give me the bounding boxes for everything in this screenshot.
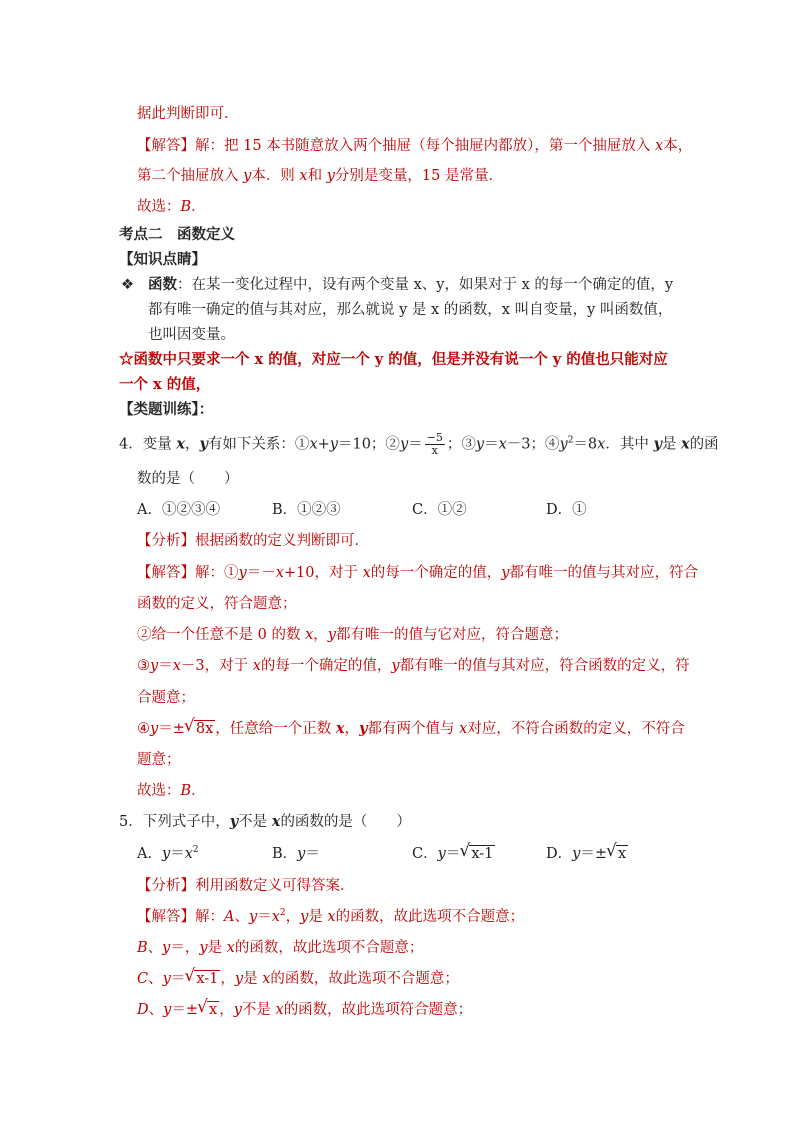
- text: ；③: [446, 436, 476, 453]
- var: y: [161, 846, 171, 862]
- var: y: [475, 436, 485, 453]
- text: D．①: [546, 502, 587, 518]
- text: 的每一个确定的值，: [370, 565, 502, 581]
- text: ＝: [484, 436, 499, 453]
- var: x: [226, 940, 235, 956]
- var: x: [498, 436, 507, 453]
- text: 都有唯一的值与其对应，符合: [509, 565, 698, 581]
- text: ＝±: [580, 846, 607, 862]
- radicand: 8x: [195, 721, 214, 737]
- radicand: x-1: [471, 846, 494, 862]
- var: x: [275, 565, 284, 581]
- option-d: [546, 844, 628, 864]
- text: 是: [243, 971, 263, 987]
- text: +: [317, 436, 330, 453]
- option-a: [137, 500, 220, 520]
- section-title: [119, 225, 235, 245]
- text: ，: [220, 971, 235, 987]
- text: 分别是变量，15 是常量．: [334, 168, 503, 184]
- var: y: [572, 846, 581, 862]
- var: B: [137, 940, 148, 956]
- text: 题意；: [137, 752, 181, 768]
- text: B．①②③: [272, 502, 341, 518]
- var: y: [229, 813, 239, 830]
- text: ＝: [170, 846, 185, 862]
- text: 合题意；: [137, 690, 195, 706]
- var: x: [262, 971, 271, 987]
- text: ＝±: [158, 721, 185, 737]
- text: 、: [148, 971, 163, 987]
- definition-line: [148, 300, 672, 320]
- text: ．其中: [605, 436, 654, 453]
- text: 不是: [238, 814, 272, 830]
- note-line: [119, 375, 210, 395]
- text: ④: [137, 721, 150, 737]
- bullet-icon: [121, 275, 134, 295]
- var: x: [309, 436, 318, 453]
- var: x: [655, 138, 664, 154]
- var: x: [362, 565, 371, 581]
- text: －3，对于: [180, 658, 253, 674]
- var: y: [162, 971, 171, 987]
- solution-line: [137, 969, 459, 989]
- solution-line: [137, 688, 195, 708]
- question-5: [119, 812, 411, 832]
- sqrt: [185, 719, 215, 739]
- text: 本．则: [251, 168, 300, 184]
- text: 函数中只要求一个 x 的值，对应一个 y 的值，但是并没有说一个 y 的值也只能对应: [133, 351, 668, 368]
- text: ＝－: [246, 565, 276, 581]
- text: 5．下列式子中，: [119, 814, 230, 830]
- solution-line: [137, 563, 698, 583]
- solution-line: [137, 750, 181, 770]
- text: ＝: [445, 846, 461, 862]
- text: 是: [207, 940, 227, 956]
- var: y: [437, 846, 446, 862]
- numerator: −5: [426, 431, 443, 444]
- text: ③: [137, 658, 150, 674]
- text: 本，: [663, 138, 693, 154]
- solution-line: [137, 781, 206, 801]
- sqrt: [198, 1000, 219, 1020]
- text-line: [137, 136, 692, 156]
- text: 数的是（ ）: [137, 471, 239, 487]
- note-line: [119, 350, 668, 370]
- text: 也叫因变量。: [148, 327, 235, 343]
- option-c: [412, 500, 467, 520]
- var: x: [184, 846, 193, 862]
- text: 的函数的是（ ）: [280, 814, 411, 830]
- text: ②给一个任意不是 0 的数: [137, 627, 306, 643]
- fraction: [425, 432, 445, 457]
- var: x: [271, 909, 280, 925]
- sqrt: [460, 844, 495, 864]
- text: 都有唯一的值与它对应，符合题意；: [335, 627, 568, 643]
- definition-line: [148, 275, 673, 295]
- analysis-label: 【分析】: [137, 878, 195, 894]
- star-icon: ☆: [119, 351, 134, 368]
- text: 不是: [241, 1002, 276, 1018]
- var: y: [391, 658, 400, 674]
- text: 4．变量: [119, 436, 177, 453]
- text: ，: [344, 721, 360, 737]
- text: 都有两个值与: [367, 721, 460, 737]
- var: y: [238, 565, 247, 581]
- text: 、: [234, 909, 249, 925]
- solution-line: [137, 1000, 472, 1020]
- var: y: [359, 720, 368, 737]
- text: A．: [137, 846, 162, 862]
- text: ，: [285, 909, 301, 925]
- analysis-label: 【分析】: [137, 533, 195, 549]
- option-b: [272, 500, 341, 520]
- text: 第二个抽屉放入: [137, 168, 244, 184]
- text: 是: [308, 909, 328, 925]
- var: y: [150, 721, 159, 737]
- var: A: [224, 909, 235, 925]
- var: x: [327, 909, 336, 925]
- var: D: [137, 1002, 149, 1018]
- var: y: [248, 909, 258, 925]
- text: 据此判断即可．: [137, 106, 239, 122]
- text: 解：把 15 本书随意放入两个抽屉（每个抽屉内都放），第一个抽屉放入: [195, 138, 656, 154]
- text: 的函数，故此选项不合题意；: [270, 971, 459, 987]
- solution-line: [137, 719, 685, 739]
- text: 、: [147, 940, 163, 956]
- training-heading: [119, 400, 213, 420]
- var: x: [681, 435, 690, 453]
- text: 解：①: [195, 565, 239, 581]
- text: ，: [219, 1002, 234, 1018]
- text: ．: [191, 199, 206, 215]
- sqrt: [607, 844, 628, 864]
- text: ＝: [305, 846, 320, 862]
- answer-label: 【解答】: [137, 565, 195, 581]
- text: ＝: [257, 909, 272, 925]
- analysis-line: [137, 531, 369, 551]
- answer-label: 【解答】: [137, 909, 195, 925]
- text: ＝: [170, 971, 186, 987]
- var: y: [559, 436, 568, 453]
- var: y: [199, 940, 208, 956]
- text: ：在某一变化过程中，设有两个变量 x、y，如果对于 x 的每一个确定的值，y: [177, 277, 674, 293]
- tip-heading: [119, 250, 206, 270]
- text: 的函: [689, 436, 719, 453]
- radicand: x: [209, 1002, 218, 1018]
- text: ＝8: [573, 436, 598, 453]
- text: D．: [546, 846, 573, 862]
- text: 对应，不符合函数的定义，不符合: [467, 721, 685, 737]
- var: y: [234, 971, 244, 987]
- var: y: [162, 940, 171, 956]
- var: C: [137, 971, 149, 987]
- question-4: [119, 432, 719, 457]
- var: x: [172, 658, 181, 674]
- text: 的每一个确定的值，: [260, 658, 392, 674]
- var: x: [459, 721, 468, 737]
- var: y: [297, 846, 306, 862]
- text: C．①②: [412, 502, 467, 518]
- text: ＝，: [170, 940, 200, 956]
- text: 故选：: [137, 783, 181, 799]
- text: ＝: [408, 436, 423, 453]
- text: 一个 x 的值，: [119, 376, 211, 393]
- var: x: [271, 813, 281, 830]
- radicand: x: [618, 846, 627, 862]
- text: 的函数，故此选项不合题意；: [335, 909, 525, 925]
- solution-line: [137, 625, 568, 645]
- radicand: x-1: [196, 971, 219, 987]
- analysis-line: [137, 876, 355, 896]
- var: x: [305, 627, 314, 643]
- var: x: [275, 1002, 284, 1018]
- exponent: 2: [192, 845, 199, 856]
- denominator: x: [431, 444, 438, 457]
- text: B．: [272, 846, 298, 862]
- text: 【知识点睛】: [119, 251, 206, 268]
- text: 故选：: [137, 199, 181, 215]
- exponent: 2: [567, 435, 574, 446]
- var: x: [176, 435, 185, 453]
- answer-label: 【解答】: [137, 138, 195, 154]
- solution-line: [137, 907, 524, 927]
- text-line: [137, 104, 239, 124]
- text: ＝10；②: [337, 436, 400, 453]
- var: x: [597, 436, 606, 453]
- text: 的函数，故此选项符合题意；: [283, 1002, 473, 1018]
- var: x: [335, 720, 345, 737]
- var: y: [327, 627, 336, 643]
- text-line: [137, 197, 206, 217]
- var: y: [199, 435, 208, 453]
- solution-line: [137, 594, 297, 614]
- var: y: [163, 1002, 172, 1018]
- var: B: [180, 783, 192, 799]
- var: x: [299, 168, 308, 184]
- var: y: [399, 436, 409, 453]
- var: y: [501, 565, 510, 581]
- option-c: [412, 844, 495, 864]
- text: 【类题训练】：: [119, 401, 214, 418]
- text: +10，对于: [283, 565, 363, 581]
- question-4-cont: [137, 469, 239, 489]
- text: ＝: [158, 658, 173, 674]
- text: ＝±: [171, 1002, 198, 1018]
- text: 函数的定义，符合题意；: [137, 596, 297, 612]
- text: 、: [148, 1002, 164, 1018]
- text: 利用函数定义可得答案．: [195, 878, 355, 894]
- var: x: [252, 658, 261, 674]
- text: C．: [412, 846, 438, 862]
- text: 根据函数的定义判断即可．: [195, 533, 369, 549]
- text: 和: [307, 168, 327, 184]
- text: 考点二 函数定义: [119, 226, 235, 243]
- text: 的函数，故此选项不合题意；: [234, 940, 424, 956]
- text: 解：: [195, 909, 224, 925]
- text: ，: [185, 436, 200, 453]
- var: y: [243, 168, 252, 184]
- var: y: [326, 168, 335, 184]
- text-line: [137, 166, 503, 186]
- text: A．①②③④: [137, 502, 220, 518]
- var: y: [150, 658, 159, 674]
- var: y: [653, 435, 662, 453]
- solution-line: [137, 656, 690, 676]
- text: ，: [313, 627, 328, 643]
- var: y: [300, 909, 309, 925]
- option-d: [546, 500, 587, 520]
- var: B: [180, 199, 192, 215]
- term: 函数: [148, 276, 177, 293]
- var: y: [233, 1002, 242, 1018]
- text: ．: [191, 783, 206, 799]
- text: ，任意给一个正数: [215, 721, 336, 737]
- text: 都有唯一的值与其对应，符合函数的定义，符: [399, 658, 690, 674]
- definition-line: [148, 325, 235, 345]
- option-b: [272, 844, 320, 864]
- sqrt: [185, 969, 220, 989]
- var: y: [329, 436, 338, 453]
- text: 是: [661, 436, 681, 453]
- exponent: 2: [279, 908, 286, 919]
- text: －3；④: [506, 436, 560, 453]
- text: ❖: [121, 277, 134, 293]
- solution-line: [137, 938, 423, 958]
- text: 有如下关系：①: [207, 436, 310, 453]
- text: 都有唯一确定的值与其对应，那么就说 y 是 x 的函数，x 叫自变量，y 叫函数值，: [148, 302, 673, 318]
- option-a: [137, 844, 199, 864]
